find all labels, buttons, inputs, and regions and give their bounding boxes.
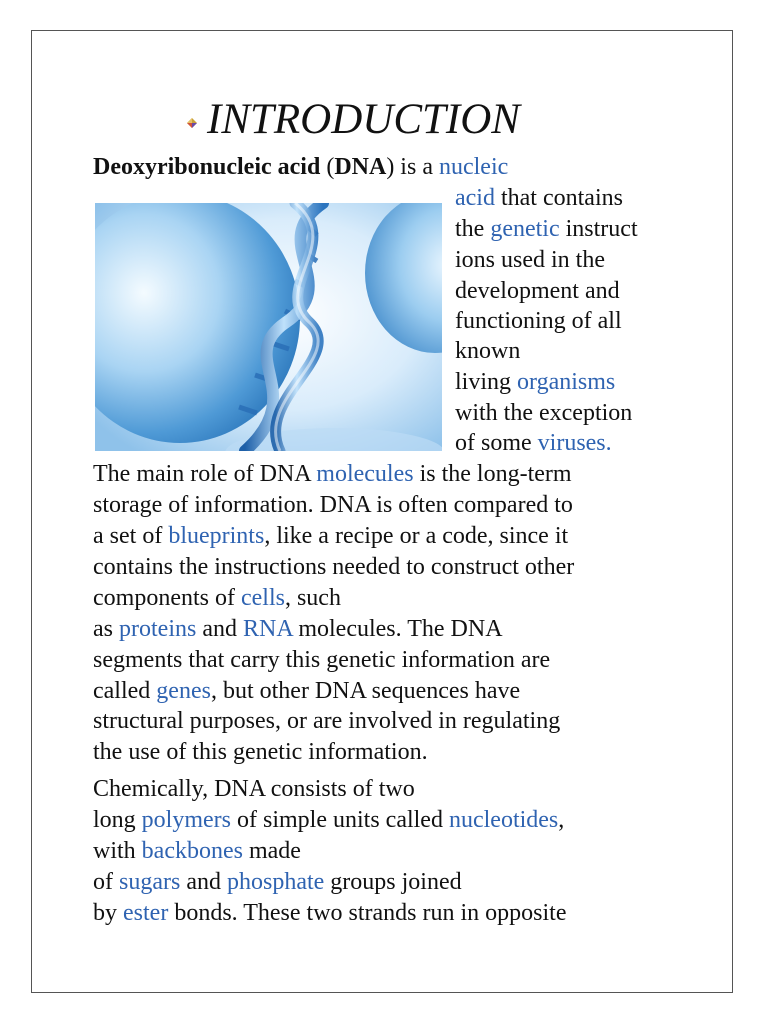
text-fragment: of some — [455, 430, 538, 456]
para3-line-1: Chemically, DNA consists of two — [93, 776, 415, 802]
para3-line-2 — [93, 805, 564, 836]
text-fragment: components of — [93, 585, 241, 611]
intro-line-7: known — [455, 338, 521, 364]
text-fragment: , such — [284, 585, 341, 611]
link-genetic[interactable]: genetic — [490, 216, 560, 242]
para2-line-8 — [93, 676, 520, 707]
para2-line-2: storage of information. DNA is often compared to — [93, 492, 573, 518]
text-fragment: called — [93, 678, 157, 704]
link-backbones[interactable]: backbones — [141, 838, 243, 864]
text-fragment: a set of — [93, 523, 169, 549]
para2-line-7: segments that carry this genetic information are — [93, 647, 551, 673]
para2-line-4: contains the instructions needed to construct other — [93, 554, 575, 580]
text-fragment: and — [196, 616, 243, 642]
link-acid[interactable]: acid — [455, 185, 495, 211]
text-fragment: ) is a — [386, 154, 439, 180]
text-fragment: of — [93, 869, 119, 895]
page-title — [185, 92, 520, 148]
text-fragment: bonds. These two strands run in opposite — [168, 900, 567, 926]
term-dna-full: Deoxyribonucleic acid — [93, 154, 321, 180]
intro-line-4: ions used in the — [455, 247, 605, 273]
link-ester[interactable]: ester — [123, 900, 169, 926]
link-viruses[interactable]: viruses. — [537, 430, 612, 456]
link-molecules[interactable]: molecules — [316, 461, 414, 487]
para2-line-1 — [93, 459, 572, 490]
text-fragment: living — [455, 369, 518, 395]
text-fragment: the — [455, 216, 491, 242]
intro-line-5: development and — [455, 278, 620, 304]
text-fragment: molecules. The DNA — [292, 616, 503, 642]
para2-line-5 — [93, 583, 341, 614]
link-nucleic[interactable]: nucleic — [438, 154, 509, 180]
text-fragment: , — [558, 807, 565, 833]
text-fragment: by — [93, 900, 123, 926]
para3-line-5 — [93, 898, 567, 929]
text-fragment: of simple units called — [231, 807, 449, 833]
para2-line-6 — [93, 614, 503, 645]
link-genes[interactable]: genes — [156, 678, 211, 704]
link-phosphate[interactable]: phosphate — [226, 869, 325, 895]
title-text: INTRODUCTION — [207, 96, 520, 143]
text-fragment: with — [93, 838, 142, 864]
link-rna[interactable]: RNA — [242, 616, 293, 642]
para2-line-3 — [93, 521, 568, 552]
text-fragment: that contains — [494, 185, 623, 211]
text-fragment: made — [242, 838, 301, 864]
intro-line-8 — [455, 367, 615, 398]
term-dna-abbr: DNA — [334, 154, 387, 180]
para2-line-9: structural purposes, or are involved in regulating — [93, 708, 561, 734]
text-fragment: ( — [320, 154, 335, 180]
text-fragment: long — [93, 807, 142, 833]
link-blueprints[interactable]: blueprints — [168, 523, 265, 549]
text-fragment: , like a recipe or a code, since it — [264, 523, 569, 549]
text-fragment: is the long-term — [413, 461, 572, 487]
diamond-bullet-icon — [185, 116, 199, 130]
text-fragment: The main role of DNA — [93, 461, 317, 487]
text-fragment: as — [93, 616, 119, 642]
intro-line-2 — [455, 183, 623, 214]
intro-line-10 — [455, 428, 612, 459]
intro-line-1 — [93, 152, 508, 183]
intro-line-6: functioning of all — [455, 308, 622, 334]
link-polymers[interactable]: polymers — [141, 807, 231, 833]
intro-line-9: with the exception — [455, 400, 633, 426]
para3-line-3 — [93, 836, 301, 867]
text-fragment: and — [180, 869, 227, 895]
link-organisms[interactable]: organisms — [517, 369, 616, 395]
text-fragment: instruct — [559, 216, 638, 242]
link-cells[interactable]: cells — [240, 585, 285, 611]
text-fragment: groups joined — [324, 869, 462, 895]
link-nucleotides[interactable]: nucleotides — [448, 807, 559, 833]
dna-helix-illustration — [95, 203, 442, 451]
para3-line-4 — [93, 867, 462, 898]
link-sugars[interactable]: sugars — [119, 869, 181, 895]
intro-line-3 — [455, 214, 638, 245]
link-proteins[interactable]: proteins — [119, 616, 197, 642]
text-fragment: , but other DNA sequences have — [210, 678, 521, 704]
para2-line-10: the use of this genetic information. — [93, 739, 428, 765]
